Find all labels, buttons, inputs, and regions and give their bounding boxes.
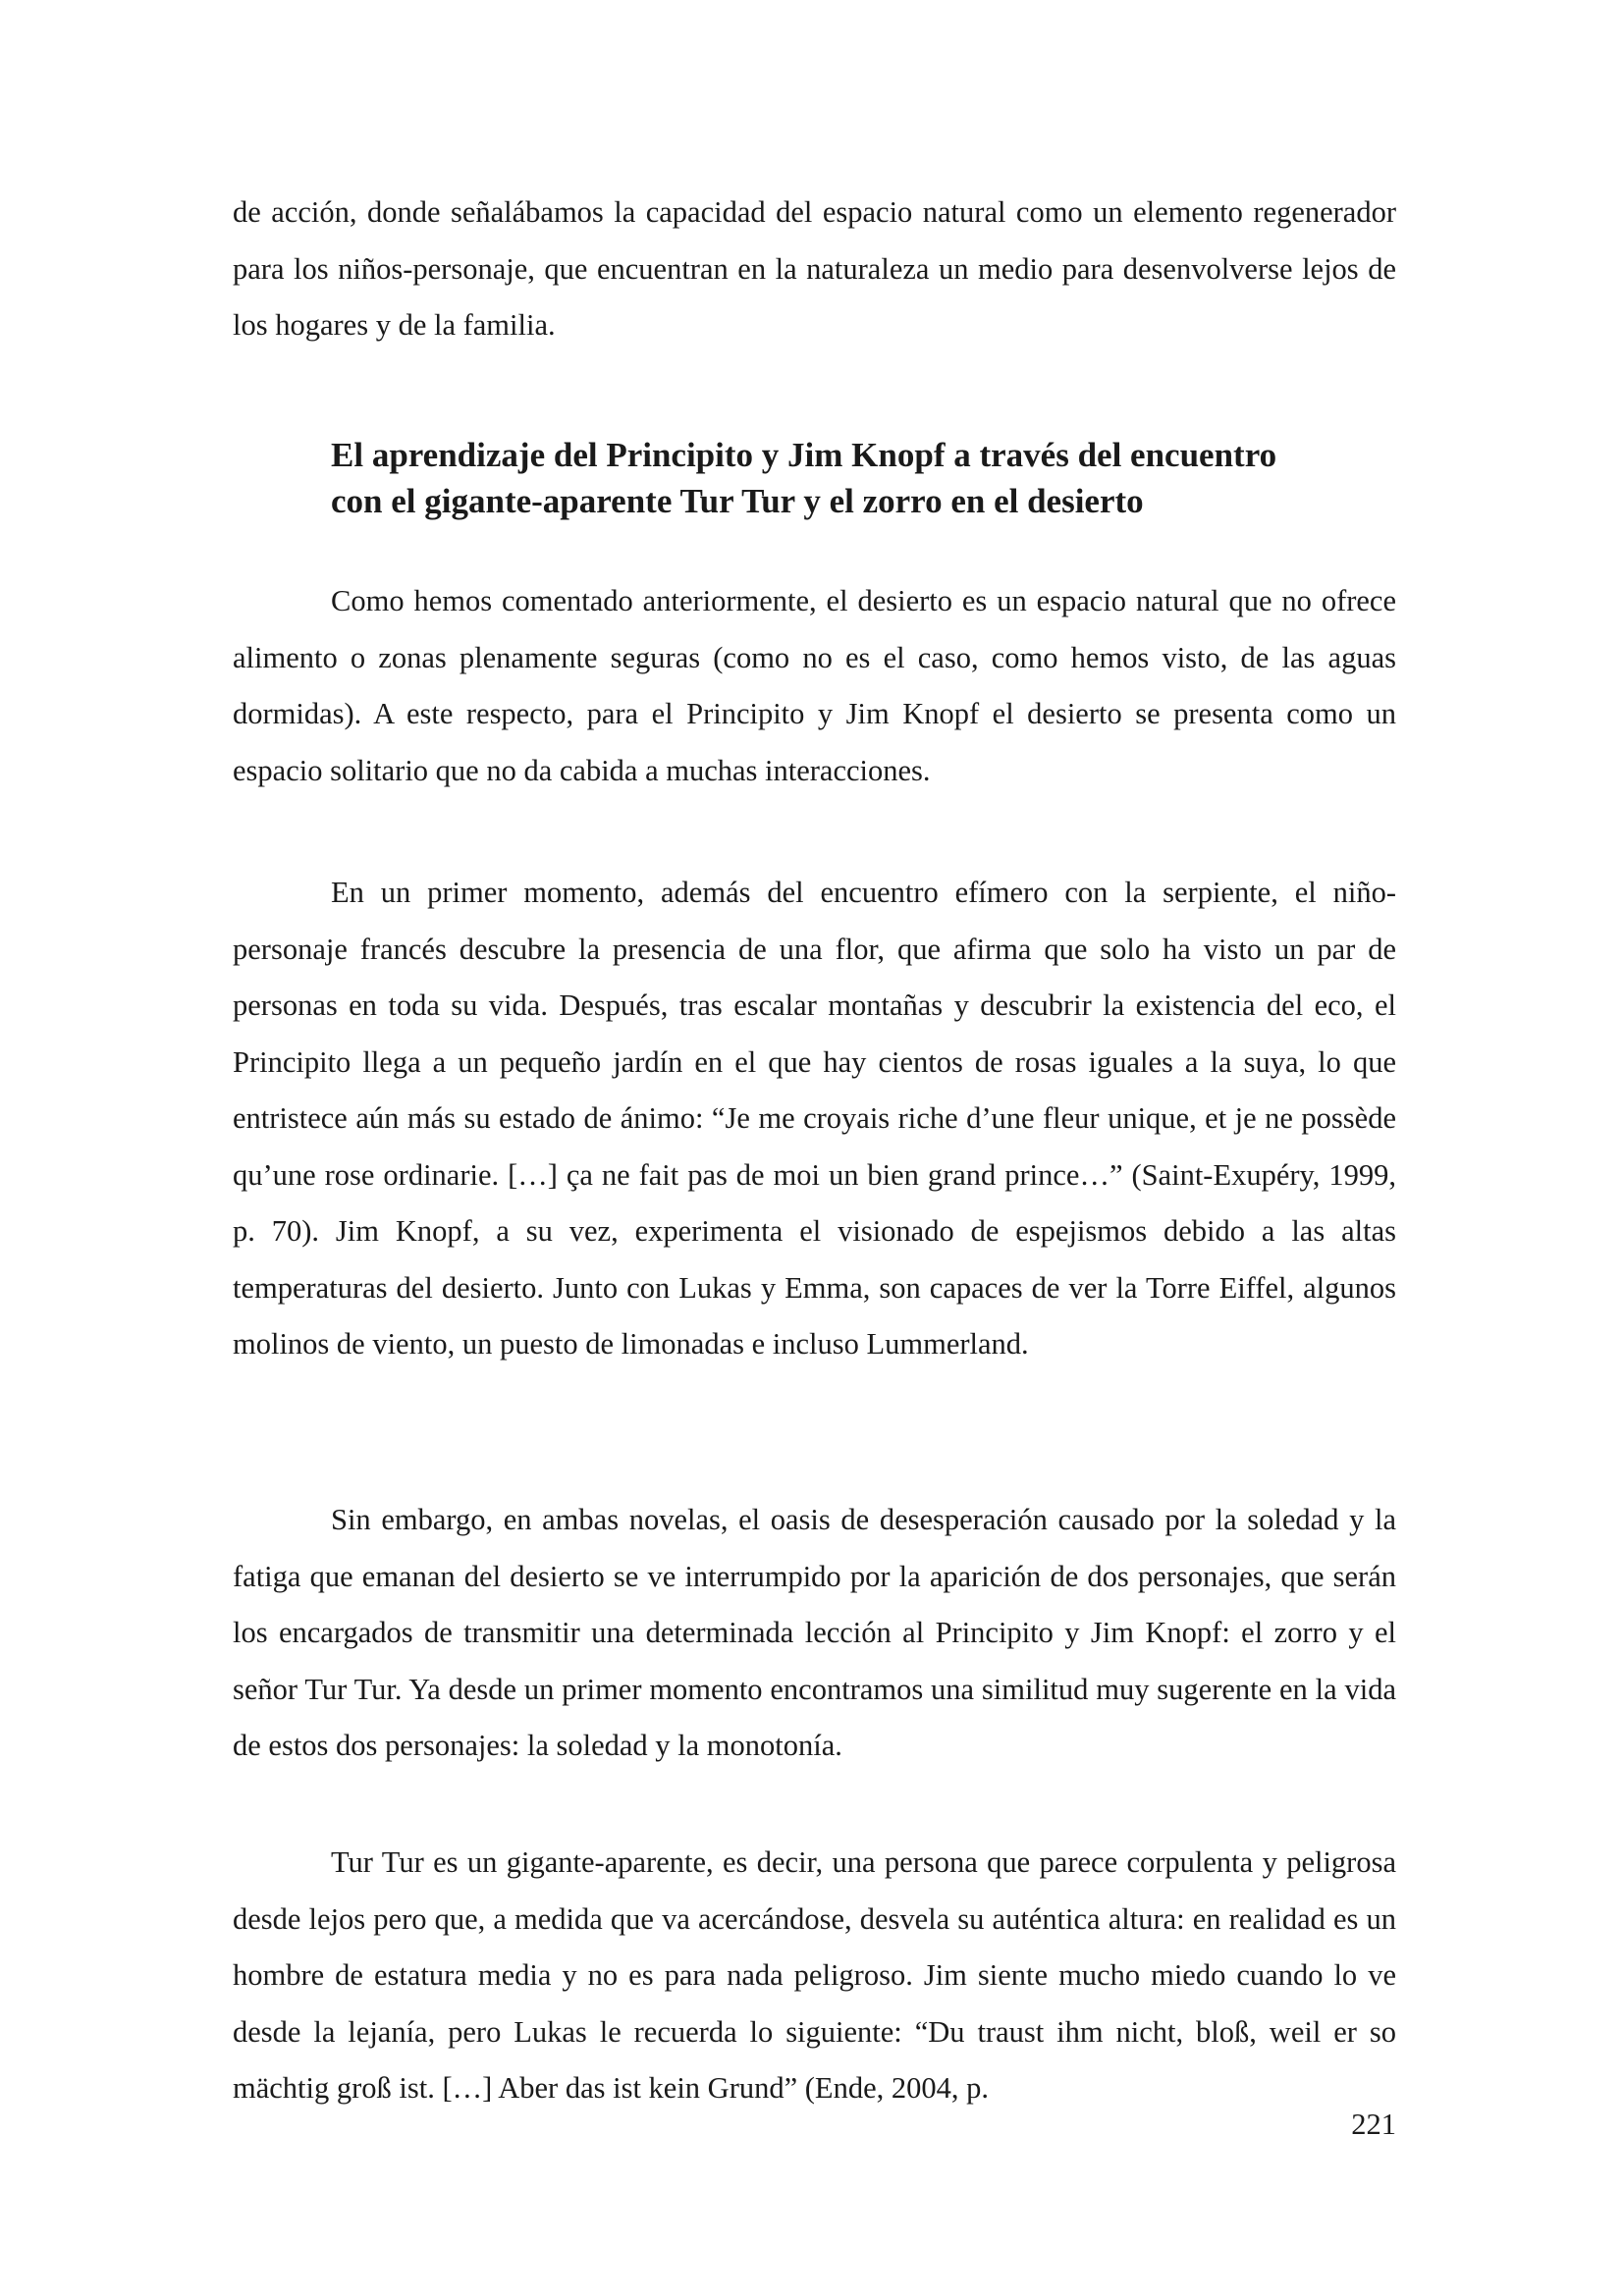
page-number: 221 <box>1351 2108 1396 2141</box>
paragraph-continuation: de acción, donde señalábamos la capacidad del espacio natural como un elemento regenerador para los niños-personaje, que encuentran en la naturaleza un medio para desenvolverse lejos de los hogares y de la familia. <box>233 195 1396 342</box>
paragraph-1: Como hemos comentado anteriormente, el desierto es un espacio natural que no ofrece alimento o zonas plenamente seguras (como no es el caso, como hemos visto, de las aguas dormidas). A este respecto, para el Principito y Jim Knopf el desierto se presenta como un espacio solitario que no da cabida a muchas interacciones. <box>233 584 1396 787</box>
paragraph-2: En un primer momento, además del encuentro efímero con la serpiente, el niño-personaje francés descubre la presencia de una flor, que afirma que solo ha visto un par de personas en toda su vida. Después, tras escalar montañas y descubrir la existencia del eco, el Principito llega a un pequeño jardín en el que hay cientos de rosas iguales a la suya, lo que entristece aún más su estado de ánimo: “Je me croyais riche d’une fleur unique, et je ne possède qu’une rose ordinarie. […] ça ne fait pas de moi un bien grand prince…” (Saint-Exupéry, 1999, p. 70). Jim Knopf, a su vez, experimenta el visionado de espejismos debido a las altas temperaturas del desierto. Junto con Lukas y Emma, son capaces de ver la Torre Eiffel, algunos molinos de viento, un puesto de limonadas e incluso Lummerland. <box>233 876 1396 1361</box>
paragraph-4: Tur Tur es un gigante-aparente, es decir, una persona que parece corpulenta y peligrosa desde lejos pero que, a medida que va acercándose, desvela su auténtica altura: en realidad es un hombre de estatura media y no es para nada peligroso. Jim siente mucho miedo cuando lo ve desde la lejanía, pero Lukas le recuerda lo siguiente: “Du traust ihm nicht, bloß, weil er so mächtig groß ist. […] Aber das ist kein Grund” (Ende, 2004, p. <box>233 1845 1396 2105</box>
paragraph-3: Sin embargo, en ambas novelas, el oasis de desesperación causado por la soledad y la fatiga que emanan del desierto se ve interrumpido por la aparición de dos personajes, que serán los encargados de transmitir una determinada lección al Principito y Jim Knopf: el zorro y el señor Tur Tur. Ya desde un primer momento encontramos una similitud muy sugerente en la vida de estos dos personajes: la soledad y la monotonía. <box>233 1503 1396 1762</box>
document-page <box>233 0 1396 2296</box>
section-heading-line-2: con el gigante-aparente Tur Tur y el zorro en el desierto <box>331 482 1144 520</box>
section-heading <box>331 432 1401 524</box>
section-heading-line-1: El aprendizaje del Principito y Jim Knopf a través del encuentro <box>331 436 1277 474</box>
